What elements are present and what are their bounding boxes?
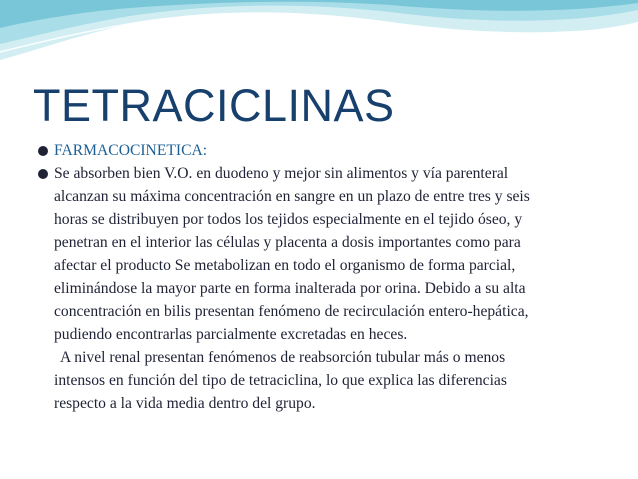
bullet-pharmacokinetics	[38, 162, 618, 346]
text-line: respecto a la vida media dentro del grupo.	[54, 395, 316, 412]
text-line: pudiendo encontrarlas parcialmente excretadas en heces.	[54, 326, 408, 343]
bullet-dot-icon	[38, 169, 48, 179]
bullet-dot-icon	[38, 146, 48, 156]
section-heading: FARMACOCINETICA:	[54, 142, 208, 159]
slide-title: TETRACICLINAS	[33, 80, 395, 131]
text-line: intensos en función del tipo de tetraciclina, lo que explica las diferencias	[54, 372, 507, 389]
slide-body	[38, 139, 618, 415]
renal-paragraph	[38, 346, 618, 415]
bullet-heading	[38, 139, 618, 162]
text-line: penetran en el interior las células y placenta a dosis importantes como para	[54, 234, 521, 251]
decorative-wave-header	[0, 0, 638, 70]
text-line: alcanzan su máxima concentración en sangre en un plazo de entre tres y seis	[54, 188, 530, 205]
text-line: concentración en bilis presentan fenómeno de recirculación entero-hepática,	[54, 303, 529, 320]
text-line: afectar el producto Se metabolizan en todo el organismo de forma parcial,	[54, 257, 516, 274]
text-line: horas se distribuyen por todos los tejidos especialmente en el tejido óseo, y	[54, 211, 523, 228]
text-line: A nivel renal presentan fenómenos de reabsorción tubular más o menos	[60, 349, 506, 366]
text-line: Se absorben bien V.O. en duodeno y mejor sin alimentos y vía parenteral	[54, 165, 509, 182]
text-line: eliminándose la mayor parte en forma inalterada por orina. Debido a su alta	[54, 280, 526, 297]
